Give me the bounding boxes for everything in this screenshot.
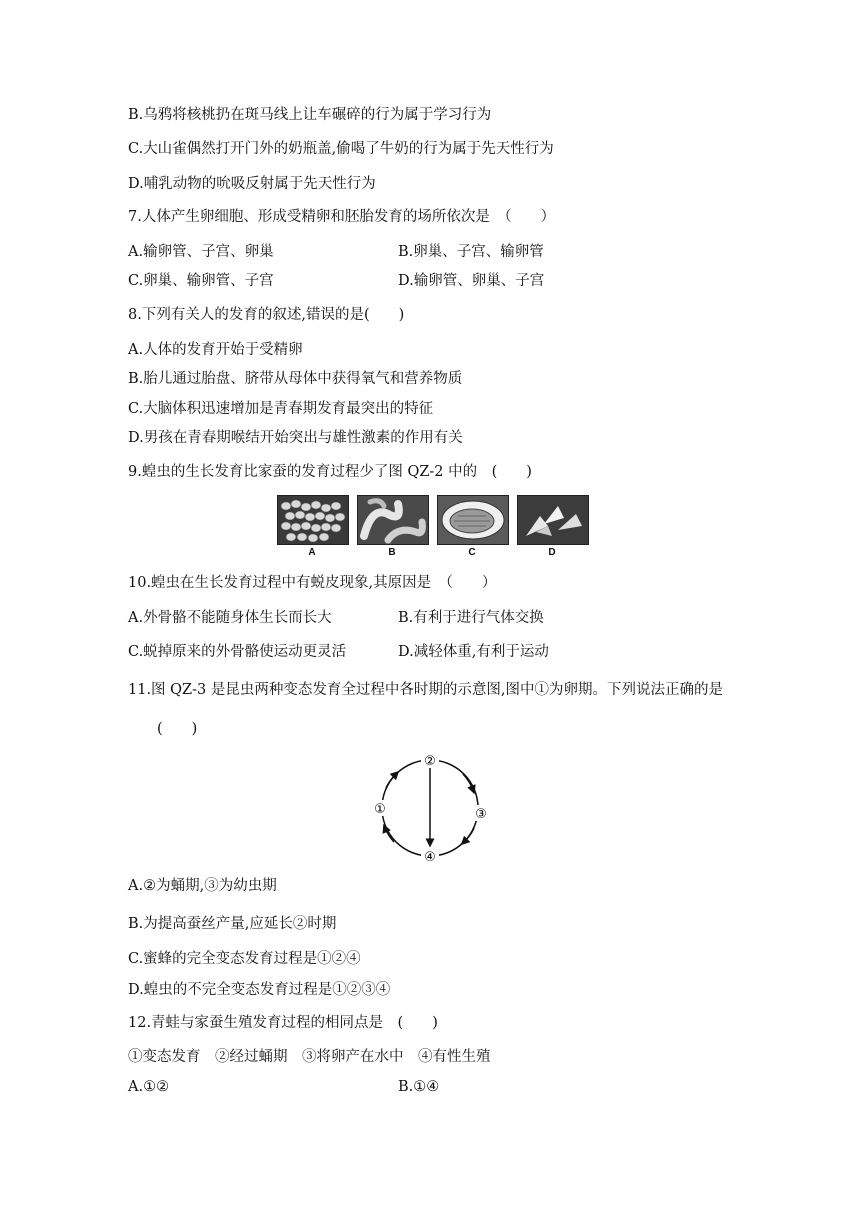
q6-option-d: D.哺乳动物的吮吸反射属于先天性行为 bbox=[128, 176, 376, 192]
cycle-node-3: ③ bbox=[475, 807, 487, 822]
q6-option-b: B.乌鸦将核桃扔在斑马线上让车碾碎的行为属于学习行为 bbox=[128, 107, 492, 123]
figure-label-d: D bbox=[548, 547, 556, 558]
larvae-photo bbox=[357, 495, 429, 545]
q8-option-a: A.人体的发育开始于受精卵 bbox=[128, 342, 303, 358]
q10-option-b: B.有利于进行气体交换 bbox=[398, 610, 544, 626]
figure-qz3-cycle bbox=[370, 750, 490, 872]
eggs-photo bbox=[277, 495, 349, 545]
figure-label-b: B bbox=[388, 547, 396, 558]
q7-option-a: A.输卵管、子宫、卵巢 bbox=[128, 244, 274, 260]
cycle-node-1: ① bbox=[374, 802, 386, 817]
q8-option-d: D.男孩在青春期喉结开始突出与雄性激素的作用有关 bbox=[128, 430, 463, 446]
q12-stem: 12.青蛙与家蚕生殖发育过程的相同点是 ( ) bbox=[128, 1015, 438, 1031]
q9-stem: 9.蝗虫的生长发育比家蚕的发育过程少了图 QZ-2 中的 ( ) bbox=[128, 464, 532, 480]
figure-qz2 bbox=[277, 495, 587, 563]
figure-label-c: C bbox=[468, 547, 476, 558]
q7-option-c: C.卵巢、输卵管、子宫 bbox=[128, 273, 274, 289]
cycle-node-4: ④ bbox=[424, 850, 436, 865]
q8-stem: 8.下列有关人的发育的叙述,错误的是( ) bbox=[128, 307, 405, 323]
q7-option-d: D.输卵管、卵巢、子宫 bbox=[398, 273, 545, 289]
q12-option-b: B.①④ bbox=[398, 1079, 440, 1095]
q7-option-b: B.卵巢、子宫、输卵管 bbox=[398, 244, 544, 260]
q10-stem: 10.蝗虫在生长发育过程中有蜕皮现象,其原因是 （ ） bbox=[128, 575, 497, 591]
q11-option-a: A.②为蛹期,③为幼虫期 bbox=[128, 878, 277, 894]
q7-stem: 7.人体产生卵细胞、形成受精卵和胚胎发育的场所依次是 （ ） bbox=[128, 209, 556, 225]
moth-photo bbox=[517, 495, 589, 545]
q8-option-b: B.胎儿通过胎盘、脐带从母体中获得氧气和营养物质 bbox=[128, 371, 463, 387]
q11-stem: 11.图 QZ-3 是昆虫两种变态发育全过程中各时期的示意图,图中①为卵期。下列说法正确的是 bbox=[128, 682, 723, 698]
q6-option-c: C.大山雀偶然打开门外的奶瓶盖,偷喝了牛奶的行为属于先天性行为 bbox=[128, 141, 554, 157]
pupa-photo bbox=[437, 495, 509, 545]
cycle-node-2: ② bbox=[424, 754, 436, 769]
q12-option-a: A.①② bbox=[128, 1079, 170, 1095]
q10-option-a: A.外骨骼不能随身体生长而长大 bbox=[128, 610, 332, 626]
q12-statements: ①变态发育 ②经过蛹期 ③将卵产在水中 ④有性生殖 bbox=[128, 1049, 491, 1065]
q8-option-c: C.大脑体积迅速增加是青春期发育最突出的特征 bbox=[128, 401, 434, 417]
figure-label-a: A bbox=[308, 547, 316, 558]
q11-option-c: C.蜜蜂的完全变态发育过程是①②④ bbox=[128, 951, 361, 967]
q11-answer-paren: ( ) bbox=[157, 721, 198, 737]
q11-option-d: D.蝗虫的不完全变态发育过程是①②③④ bbox=[128, 982, 391, 998]
q11-option-b: B.为提高蚕丝产量,应延长②时期 bbox=[128, 916, 337, 932]
q10-option-d: D.减轻体重,有利于运动 bbox=[398, 644, 549, 660]
q10-option-c: C.蜕掉原来的外骨骼使运动更灵活 bbox=[128, 644, 347, 660]
